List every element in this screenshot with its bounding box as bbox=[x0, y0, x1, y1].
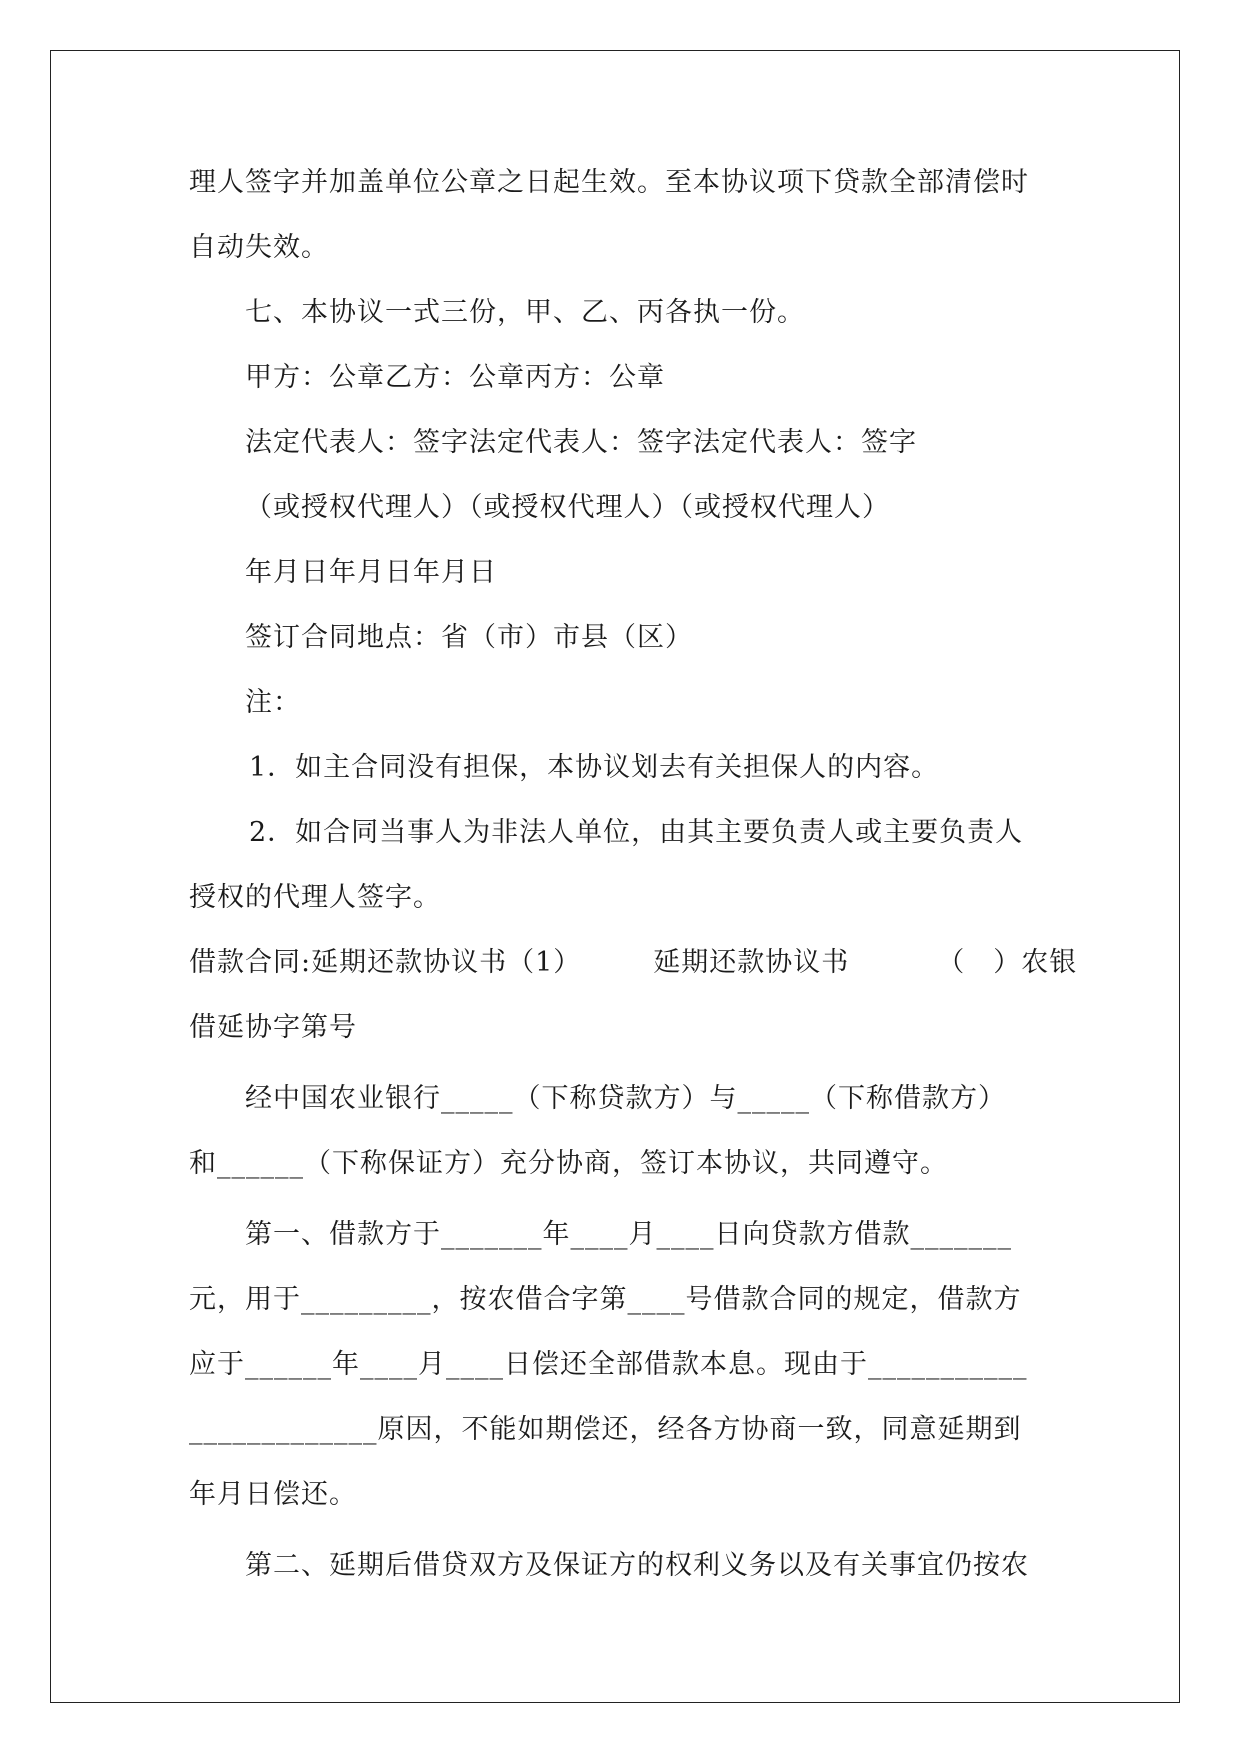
representative-line: 法定代表人：签字法定代表人：签字法定代表人：签字 bbox=[245, 427, 917, 458]
document-number-line: 借延协字第号 bbox=[189, 1012, 357, 1043]
text-line: 元，用于_________，按农借合字第____号借款合同的规定，借款方 bbox=[189, 1284, 1022, 1315]
signing-place-line: 签订合同地点：省（市）市县（区） bbox=[245, 622, 693, 653]
authorized-agent-line: （或授权代理人）（或授权代理人）（或授权代理人） bbox=[245, 492, 890, 523]
seal-line: 甲方：公章乙方：公章丙方：公章 bbox=[245, 362, 665, 393]
title-part-3: （ ）农银 bbox=[937, 947, 1078, 978]
text-line: 自动失效。 bbox=[189, 232, 329, 263]
date-line: 年月日年月日年月日 bbox=[245, 557, 497, 588]
article-two: 第二、延期后借贷双方及保证方的权利义务以及有关事宜仍按农 bbox=[245, 1550, 1029, 1581]
parties-line: 经中国农业银行_____（下称贷款方）与_____（下称借款方） bbox=[245, 1083, 1006, 1114]
document-body bbox=[189, 150, 1078, 1598]
text-line: 授权的代理人签字。 bbox=[189, 882, 441, 913]
clause-seven: 七、本协议一式三份，甲、乙、丙各执一份。 bbox=[245, 297, 805, 328]
document-title-line bbox=[189, 930, 1078, 995]
title-part-1: 借款合同:延期还款协议书（1） bbox=[189, 947, 582, 978]
text-line: 应于______年____月____日偿还全部借款本息。现由于___________ bbox=[189, 1349, 1028, 1380]
article-one: 第一、借款方于_______年____月____日向贷款方借款_______ bbox=[245, 1219, 1012, 1250]
note-heading: 注： bbox=[245, 687, 301, 718]
text-line: 年月日偿还。 bbox=[189, 1479, 357, 1510]
text-line: 理人签字并加盖单位公章之日起生效。至本协议项下贷款全部清偿时 bbox=[189, 167, 1029, 198]
text-line: 和______（下称保证方）充分协商，签订本协议，共同遵守。 bbox=[189, 1148, 948, 1179]
text-line: _____________原因，不能如期偿还，经各方协商一致，同意延期到 bbox=[189, 1414, 1022, 1445]
note-item-1: 1．如主合同没有担保，本协议划去有关担保人的内容。 bbox=[249, 752, 940, 783]
title-part-2: 延期还款协议书 bbox=[653, 947, 850, 978]
note-item-2: 2．如合同当事人为非法人单位，由其主要负责人或主要负责人 bbox=[249, 817, 1024, 848]
